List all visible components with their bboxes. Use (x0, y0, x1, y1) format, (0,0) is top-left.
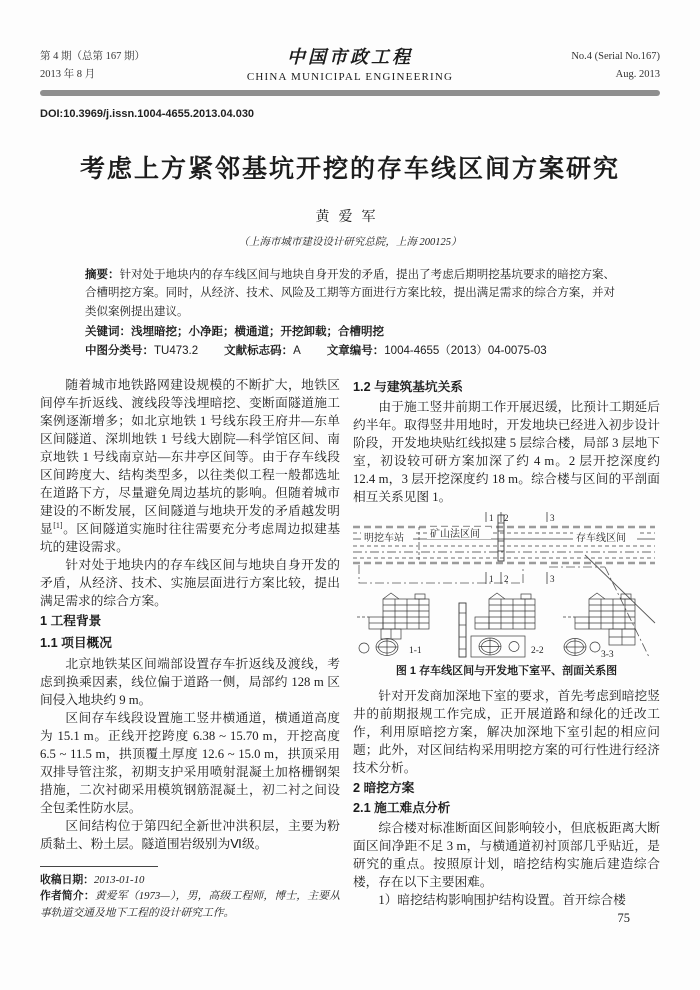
classification-line (85, 342, 615, 361)
footnote-divider (40, 866, 158, 867)
marker-2-bottom: 2 (504, 574, 509, 585)
project-overview-paragraph-2: 区间存车线段设置施工竖井横通道，横通道高度为 15.1 m。正线开挖跨度 6.38 ~ 15.70 m，开挖高度 6.5 ~ 11.5 m，拱顶覆土厚度 12.6 ~ 15.0 m，拱顶采用双排导管注浆，初期支护采用喷射混凝土加格栅钢架措施，二次衬砌采用模筑钢筋混凝土，初二衬之间设全包柔性防水层。 (40, 710, 340, 815)
heading-1-1: 1.1 项目概况 (40, 636, 112, 651)
doi-line: DOI:10.3969/j.issn.1004-4655.2013.04.030 (40, 107, 255, 120)
cross-section-3-3 (563, 593, 635, 656)
marker-3-bottom: 3 (550, 574, 555, 585)
reference-1-marker: [1] (53, 521, 63, 531)
heading-1-2: 1.2 与建筑基坑关系 (353, 379, 463, 394)
marker-2-top: 2 (504, 513, 509, 524)
author-name: 黄爱军 (315, 209, 385, 225)
right-column (353, 376, 660, 922)
journal-title-cn: 中国市政工程 (287, 47, 413, 67)
article-id-label: 文章编号： (326, 345, 385, 358)
intro-paragraph-1-text: 随着城市地铁路网建设规模的不断扩大，地铁区间停车折返线、渡线段等浅埋暗挖、变断面隧道施工案例逐渐增多；如北京地铁 1 号线东段王府井—东单区间隧道、深圳地铁 1 号线大剧院—科学馆区间、南京地铁 1 号线南京站—东井亭区间等。由于存车线段区间跨度大、结构类型多，以往类似工程一般都选址在道路下方，尽量避免周边基坑的影响。但随着城市建设的不断发展，区间隧道与地块开发的矛盾越发明显 (40, 377, 340, 537)
pit-relation-paragraph: 由于施工竖井前期工作开展迟缓，比预计工期延后约半年。取得竖井用地时，开发地块已经进入初步设计阶段，开发地块贴红线拟建 5 层综合楼，局部 3 层地下室，初设较可研方案加深了约 4 m。2 层开挖深度约 12.4 m，3 层开挖深度约 18 m。综合楼与区间的平剖面相互关系见图 1。 (353, 399, 660, 504)
header-divider-bar (40, 90, 660, 96)
received-date-label: 收稿日期： (40, 873, 94, 886)
issue-date-en: Aug. 2013 (615, 68, 660, 80)
doc-code-value: A (293, 345, 301, 358)
label-parking-line-section: 存车线区间 (576, 533, 626, 545)
marker-1-top: 1 (489, 513, 494, 524)
journal-header (40, 48, 660, 84)
header-issue-cn (40, 48, 210, 84)
figure1 (353, 511, 660, 680)
plan-section-markers-top (486, 512, 547, 522)
author-affiliation: （上海市城市建设设计研究总院，上海 200125） (238, 236, 462, 248)
article-id-value: 1004-4655（2013）04-0075-03 (384, 345, 547, 358)
marker-3-top: 3 (550, 513, 555, 524)
label-mining-method-section: 矿山法区间 (430, 529, 480, 541)
developer-requirement-paragraph: 针对开发商加深地下室的要求，首先考虑到暗挖竖井的前期报规工作完成，正开展道路和绿化的迁改工作，利用原暗挖方案，解决加深地下室引起的相应问题；此外，对区间结构采用明挖方案的可行性进行经济技术分析。 (353, 688, 660, 775)
intro-paragraph-1-cont: 。区间隧道实施时往往需要充分考虑周边拟建基坑的建设需求。 (40, 522, 341, 555)
heading-2: 2 暗挖方案 (353, 780, 415, 795)
keywords-label: 关键词： (85, 325, 131, 338)
doc-code-label: 文献标志码： (224, 345, 294, 358)
author-bio-label: 作者简介： (40, 890, 95, 903)
cross-section-2-2 (459, 593, 535, 657)
author-bio-line (40, 888, 340, 921)
project-overview-paragraph-3: 区间结构位于第四纪全新世冲洪积层，主要为粉质黏土、粉土层。隧道围岩级别为Ⅵ级。 (40, 818, 340, 851)
project-overview-paragraph-1: 北京地铁某区间端部设置存车折返线及渡线，考虑到换乘因素，线位偏于道路一侧，局部约 128 m 区间侵入地块约 9 m。 (40, 656, 340, 707)
heading-1: 1 工程背景 (40, 614, 102, 629)
section-label-2-2: 2-2 (531, 646, 544, 657)
issue-date-cn: 2013 年 8 月 (40, 68, 96, 80)
difficulty-item-1-paragraph: 1）暗挖结构影响围护结构设置。首开综合楼 (378, 892, 626, 907)
issue-number-cn: 第 4 期（总第 167 期） (40, 51, 145, 62)
article-body (40, 376, 660, 922)
intro-paragraph-2: 针对处于地块内的存车线区间与地块自身开发的矛盾，从经济、技术、实施层面进行方案比较，提出满足需求的综合方案。 (40, 558, 340, 609)
abstract-label: 摘要： (85, 268, 120, 281)
journal-masthead (210, 48, 490, 83)
issue-number-en: No.4 (Serial No.167) (571, 51, 660, 62)
header-issue-en (490, 48, 660, 84)
clc-label: 中图分类号： (85, 345, 154, 358)
abstract-block (85, 266, 615, 361)
article-title: 考虑上方紧邻基坑开挖的存车线区间方案研究 (79, 155, 620, 183)
keywords-line (85, 323, 615, 342)
keywords-text: 浅埋暗挖；小净距；横通道；开挖卸载；合槽明挖 (131, 325, 384, 338)
received-date-value: 2013-01-10 (93, 873, 145, 886)
journal-title-en: CHINA MUNICIPAL ENGINEERING (246, 70, 454, 83)
difficulty-analysis-paragraph: 综合楼对标准断面区间影响较小，但底板距离大断面区间净距不足 3 m，与横通道初衬顶部几乎贴近，是研究的重点。按照原计划，暗挖结构实施后建造综合楼，存在以下主要困难。 (353, 820, 660, 889)
figure1-caption: 图 1 存车线区间与开发地下室平、剖面关系图 (395, 665, 618, 678)
heading-2-1: 2.1 施工难点分析 (353, 800, 451, 815)
intro-paragraph-1 (40, 376, 340, 557)
figure1-drawing (353, 511, 660, 661)
abstract-line (85, 266, 615, 322)
abstract-text: 针对处于地块内的存车线区间与地块自身开发的矛盾，提出了考虑后期明挖基坑要求的暗挖方案、合槽明挖方案。同时，从经济、技术、风险及工期等方面进行方案比较，提出满足需求的综合方案，并对类似案例提出建议。 (85, 268, 616, 318)
section-label-1-1: 1-1 (409, 646, 422, 657)
left-column (40, 376, 340, 922)
section-label-3-3: 3-3 (601, 650, 614, 661)
label-open-cut-station: 明挖车站 (364, 533, 404, 545)
plan-section-markers-bottom (486, 572, 547, 584)
author-bio-text: 黄爱军（1973—），男，高级工程师，博士，主要从事轨道交通及地下工程的设计研究工作。 (40, 890, 340, 920)
footnote-block (40, 866, 340, 922)
marker-1-bottom: 1 (489, 574, 494, 585)
page-number: 75 (617, 911, 630, 925)
received-date-line (40, 872, 340, 889)
clc-value: TU473.2 (154, 345, 199, 358)
